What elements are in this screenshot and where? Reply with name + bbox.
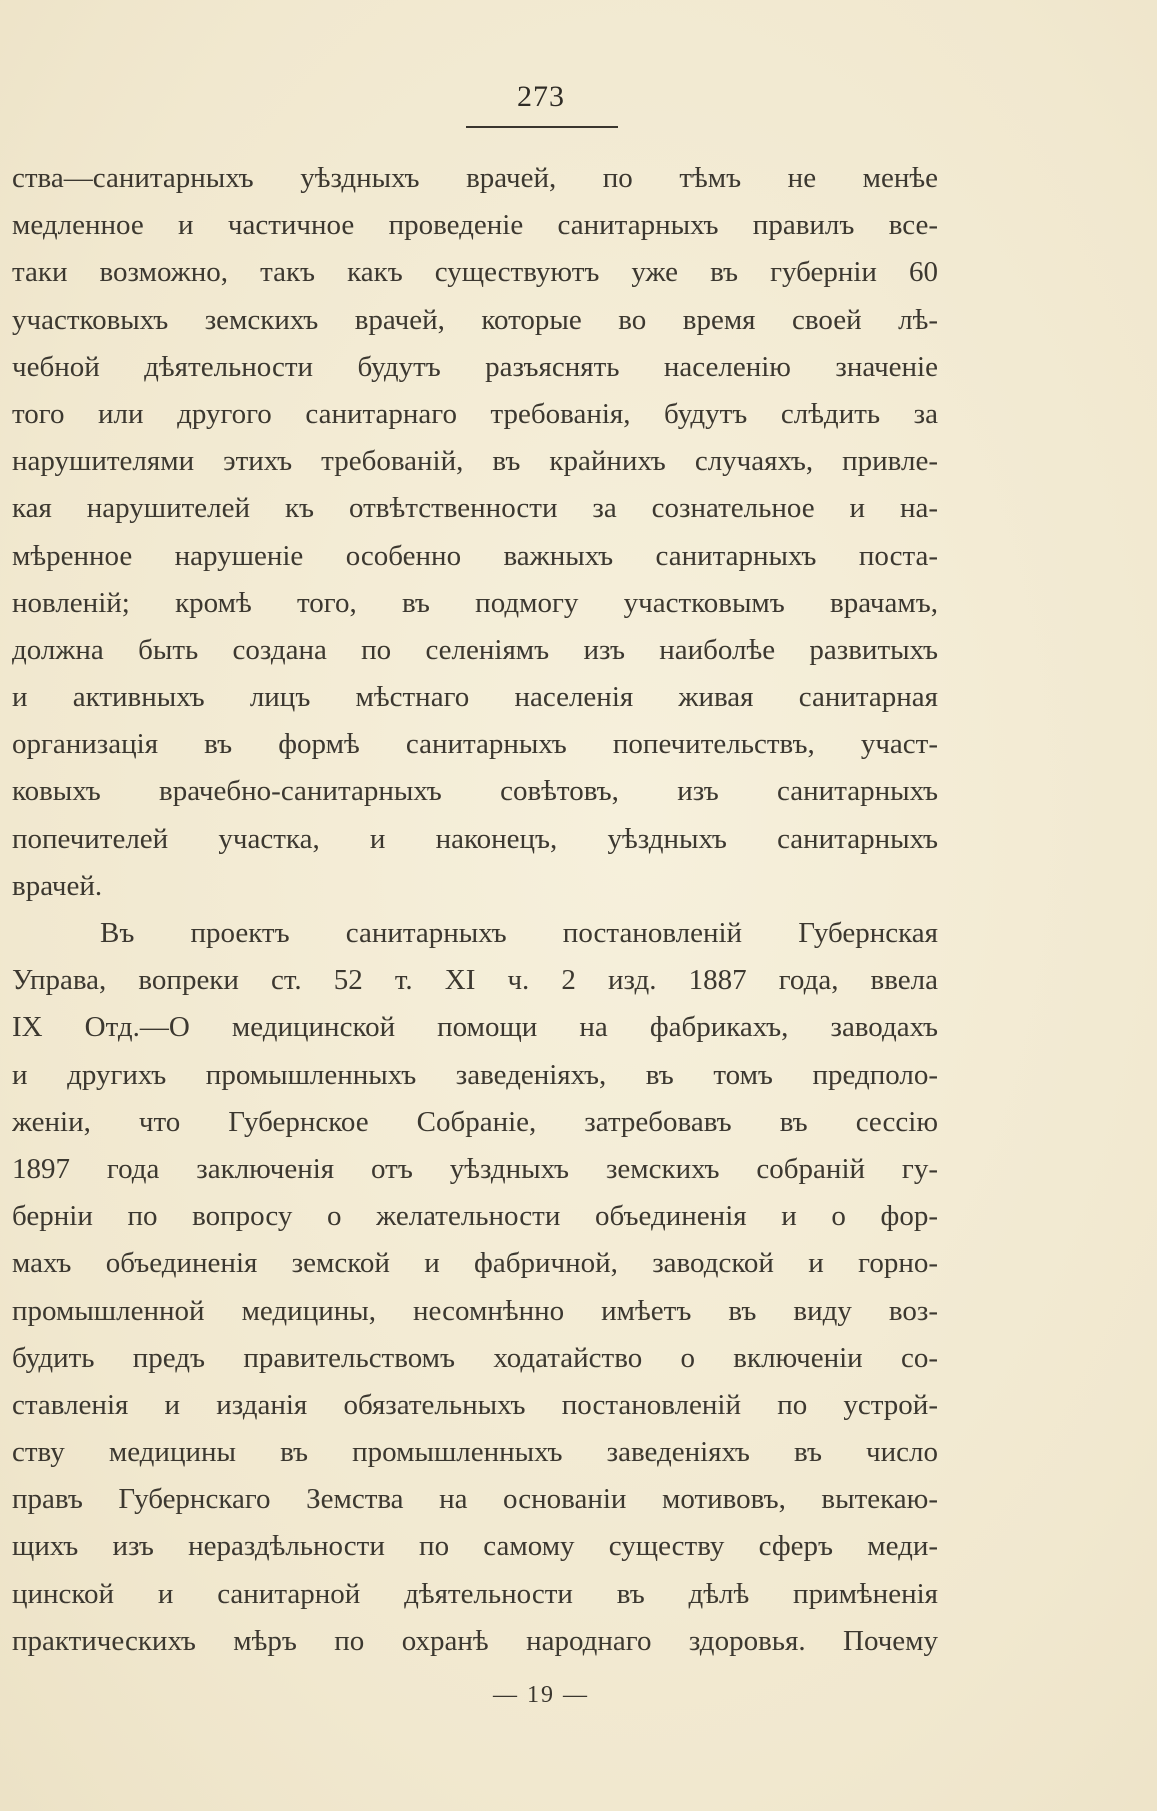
text-line: того или другого санитарнаго требованія, будутъ слѣдить за (12, 397, 938, 430)
text-line: ковыхъ врачебно-санитарныхъ совѣтовъ, изъ санитарныхъ (12, 775, 938, 808)
text-line: будить предъ правительствомъ ходатайство о включеніи со- (12, 1341, 938, 1374)
text-line: должна быть создана по селеніямъ изъ наиболѣе развитыхъ (12, 633, 938, 666)
text-line: промышленной медицины, несомнѣнно имѣетъ въ виду воз- (12, 1294, 938, 1327)
text-line: правъ Губернскаго Земства на основаніи мотивовъ, вытекаю- (12, 1483, 938, 1516)
text-line: IX Отд.—О медицинской помощи на фабрикахъ, заводахъ (12, 1011, 938, 1044)
text-line: ству медицины въ промышленныхъ заведеніяхъ въ число (12, 1436, 938, 1469)
text-line: врачей. (12, 869, 103, 902)
text-line: берніи по вопросу о желательности объединенія и о фор- (12, 1200, 938, 1233)
page-number: 273 (517, 80, 565, 113)
text-line: попечителей участка, и наконецъ, уѣздныхъ санитарныхъ (12, 822, 938, 855)
text-line: мѣренное нарушеніе особенно важныхъ санитарныхъ поста- (12, 539, 938, 572)
text-line: махъ объединенія земской и фабричной, заводской и горно- (12, 1247, 938, 1280)
paragraph-first-line: Въ проектъ санитарныхъ постановленій Губернская (100, 917, 938, 949)
text-line: ставленія и изданія обязательныхъ постановленій по устрой- (12, 1388, 938, 1421)
text-line: чебной дѣятельности будутъ разъяснять населенію значеніе (12, 350, 938, 383)
text-line: организація въ формѣ санитарныхъ попечительствъ, участ- (12, 728, 938, 761)
text-line: 1897 года заключенія отъ уѣздныхъ земскихъ собраній гу- (12, 1152, 938, 1185)
text-line: практическихъ мѣръ по охранѣ народнаго здоровья. Почему (12, 1624, 938, 1657)
text-line: участковыхъ земскихъ врачей, которые во время своей лѣ- (12, 303, 938, 336)
text-line: кая нарушителей къ отвѣтственности за сознательное и на- (12, 492, 938, 525)
text-line: нарушителями этихъ требованій, въ крайнихъ случаяхъ, привле- (12, 445, 938, 478)
text-line: и активныхъ лицъ мѣстнаго населенія живая санитарная (12, 681, 938, 714)
body-text (12, 155, 938, 1665)
header-rule (466, 126, 618, 128)
text-line: ства—санитарныхъ уѣздныхъ врачей, по тѣмъ не менѣе (12, 162, 938, 194)
text-line: медленное и частичное проведеніе санитарныхъ правилъ все- (12, 209, 938, 242)
text-line: цинской и санитарной дѣятельности въ дѣлѣ примѣненія (12, 1577, 938, 1610)
text-line: женіи, что Губернское Собраніе, затребовавъ въ сессію (12, 1105, 938, 1138)
text-line: Управа, вопреки ст. 52 т. XI ч. 2 изд. 1887 года, ввела (12, 964, 938, 997)
text-line: и другихъ промышленныхъ заведеніяхъ, въ томъ предполо- (12, 1058, 938, 1091)
text-line: таки возможно, такъ какъ существуютъ уже въ губерніи 60 (12, 256, 938, 289)
text-line: новленій; кромѣ того, въ подмогу участковымъ врачамъ, (12, 586, 938, 619)
text-line: щихъ изъ нераздѣльности по самому существу сферъ меди- (12, 1530, 938, 1563)
signature-mark: — 19 — (493, 1682, 589, 1708)
